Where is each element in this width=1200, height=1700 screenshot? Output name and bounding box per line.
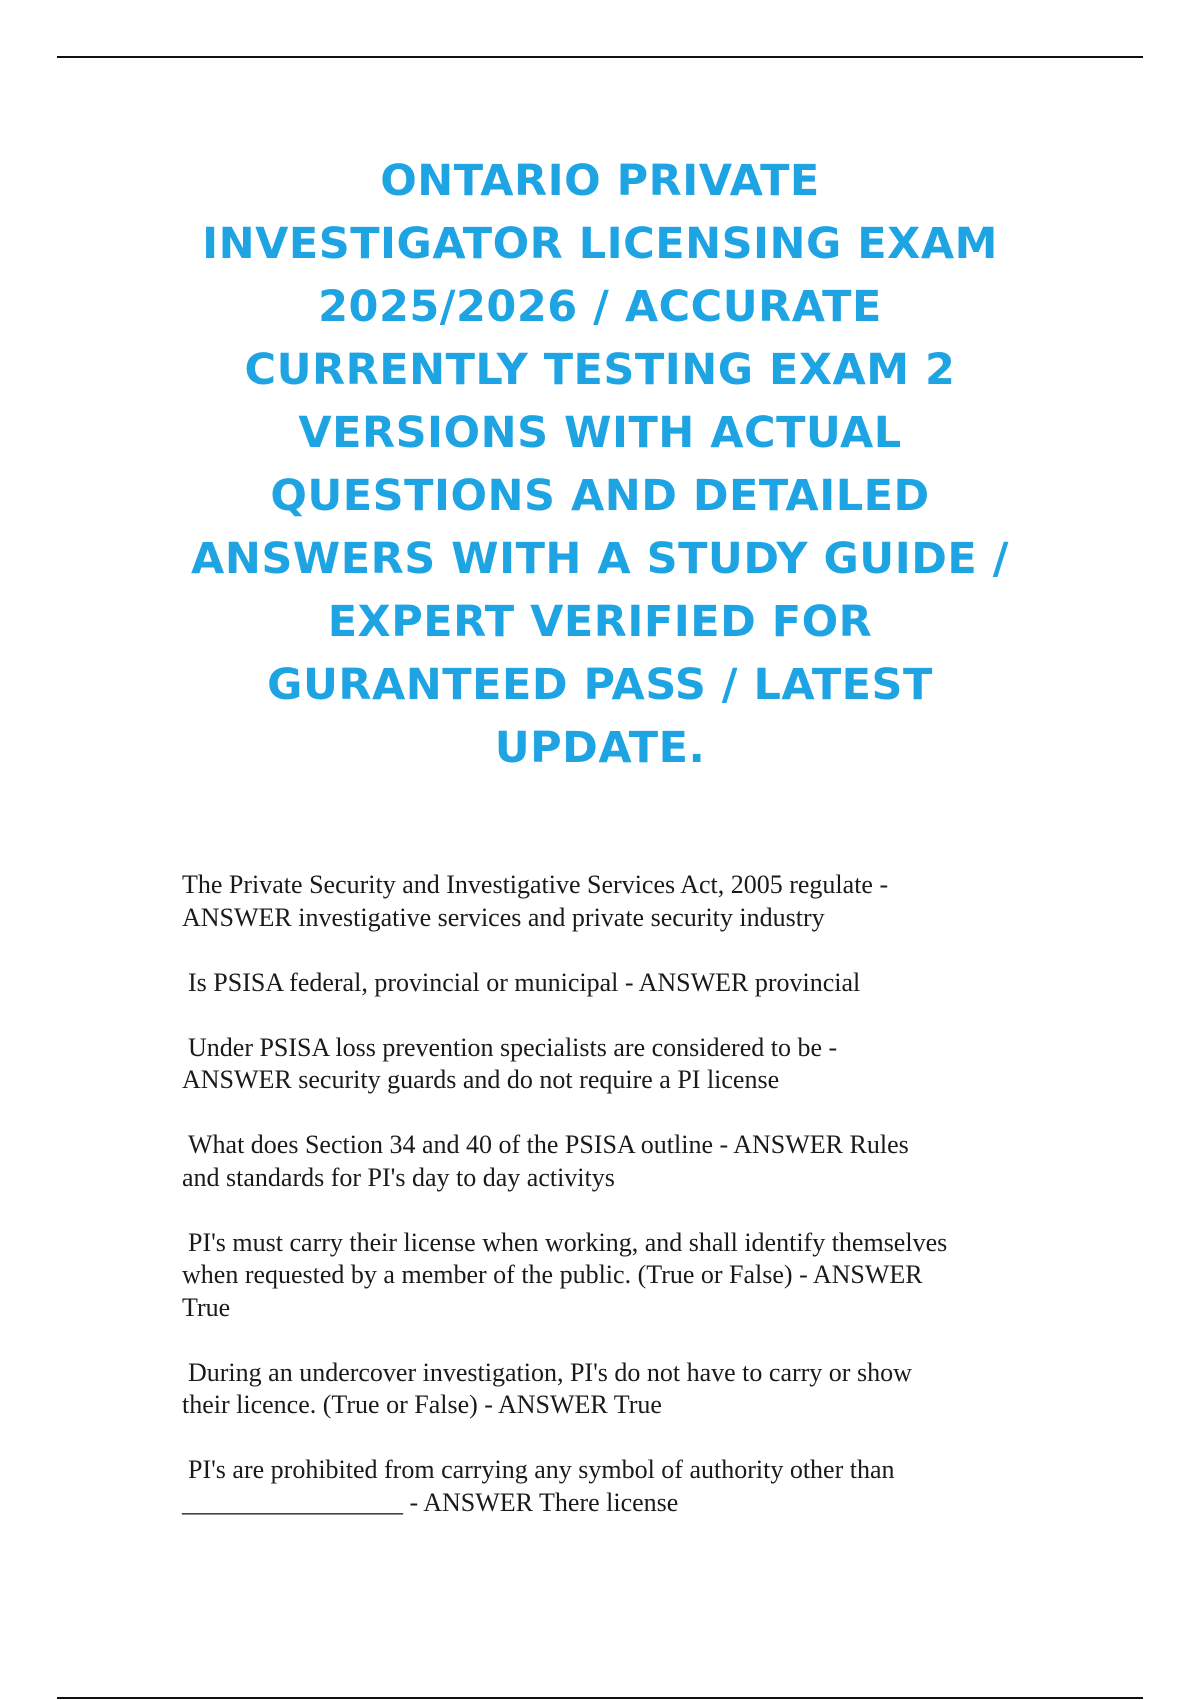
- qa-line: What does Section 34 and 40 of the PSISA outline - ANSWER Rules: [188, 1130, 909, 1159]
- qa-line: ANSWER investigative services and private security industry: [182, 902, 825, 932]
- title-line: QUESTIONS AND DETAILED: [270, 471, 930, 521]
- title-line: VERSIONS WITH ACTUAL: [298, 408, 902, 458]
- title-line: 2025/2026 / ACCURATE: [318, 282, 882, 332]
- document-title: [150, 150, 1050, 780]
- qa-item: [182, 967, 1042, 1000]
- title-line: INVESTIGATOR LICENSING EXAM: [202, 219, 998, 269]
- qa-item: [182, 1227, 1042, 1325]
- title-line: EXPERT VERIFIED FOR: [327, 597, 873, 647]
- qa-line: Under PSISA loss prevention specialists are considered to be -: [188, 1032, 838, 1062]
- qa-line: Is PSISA federal, provincial or municipal - ANSWER provincial: [188, 967, 861, 997]
- title-line: ONTARIO PRIVATE: [380, 156, 820, 206]
- title-line: GURANTEED PASS / LATEST: [267, 660, 933, 710]
- qa-line: and standards for PI's day to day activitys: [182, 1162, 615, 1192]
- qa-line: During an undercover investigation, PI's do not have to carry or show: [188, 1357, 912, 1387]
- title-line: ANSWERS WITH A STUDY GUIDE /: [191, 534, 1009, 584]
- qa-line: True: [182, 1292, 231, 1322]
- qa-line: their licence. (True or False) - ANSWER True: [182, 1390, 662, 1419]
- qa-line: The Private Security and Investigative Services Act, 2005 regulate -: [182, 870, 889, 899]
- question-answer-list: [182, 869, 1042, 1552]
- bottom-rule: [57, 1697, 1143, 1699]
- qa-line: _________________ - ANSWER There license: [182, 1487, 679, 1517]
- qa-item: [182, 1129, 1042, 1194]
- qa-item: [182, 869, 1042, 934]
- qa-item: [182, 1454, 1042, 1519]
- qa-line: PI's are prohibited from carrying any symbol of authority other than: [188, 1455, 895, 1484]
- qa-line: ANSWER security guards and do not require a PI license: [182, 1065, 780, 1094]
- title-line: CURRENTLY TESTING EXAM 2: [244, 345, 956, 395]
- title-line: UPDATE.: [494, 723, 706, 773]
- qa-item: [182, 1357, 1042, 1422]
- qa-line: when requested by a member of the public. (True or False) - ANSWER: [182, 1260, 923, 1289]
- qa-line: PI's must carry their license when working, and shall identify themselves: [188, 1227, 948, 1257]
- top-rule: [57, 56, 1143, 58]
- qa-item: [182, 1032, 1042, 1097]
